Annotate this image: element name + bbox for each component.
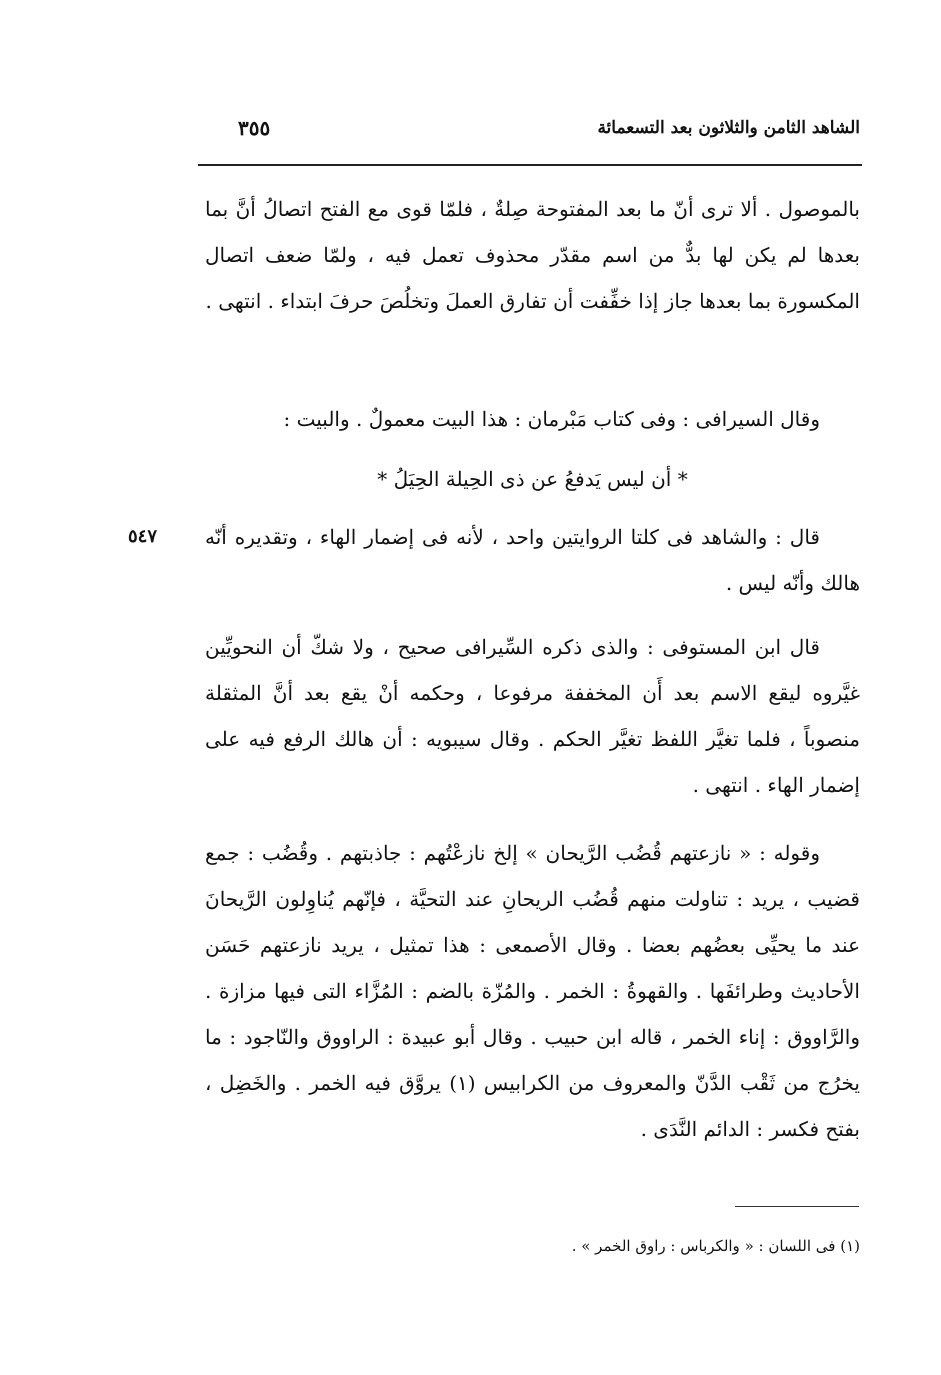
paragraph-text: وقوله : « نازعتهم قُضُب الرَّيحان » إلخ نازعْتُهم : جاذبتهم . وقُضُب : جمع قضيب ، يريد : تناولت منهم قُضُب الريحانِ عند التحيَّة ، فإنّهم يُناوِلون الرَّيحانَ عند ما يحيِّى بعضُهم بعضا . وقال الأصمعى : هذا تمثيل ، يريد نازعتهم حَسَن الأحاديث وطرائفَها . والقهوةُ : الخمر . والمُزّة بالضم : المُزَّاء التى فيها مزازة . والرَّاووق : إناء الخمر ، قاله ابن حبيب . وقال أبو عبيدة : الراووق والنّاجود : ما يخرُج من ثَقْب الدَّنّ والمعروف من الكرابيس (١) يروَّق فيه الخمر . والخَضِل ، بفتح فكسر : الدائم النَّدَى . — [205, 841, 860, 1141]
running-title: الشاهد الثامن والثلاثون بعد التسعمائة — [597, 118, 860, 138]
poetry-verse: * أن ليس يَدفعُ عن ذى الحِيلة الحِيَلُ * — [377, 467, 688, 491]
page-header — [200, 110, 860, 150]
footnote: (١) فى اللسان : « والكرباس : راوق الخمر » . — [571, 1237, 860, 1255]
paragraph-continuation — [205, 186, 860, 324]
paragraph-text: بالموصول . ألا ترى أنّ ما بعد المفتوحة صِلةٌ ، فلمّا قوى مع الفتح اتصالُ أنَّ بما بعدها لم يكن لها بدٌّ من اسم مقدّر محذوف تعمل فيه ، ولمّا ضعف اتصال المكسورة بما بعدها جاز إذا خفِّفت أن تفارق العملَ وتخلُصَ حرفَ ابتداء . انتهى . — [205, 197, 860, 313]
paragraph-ibn-mustawfi — [205, 624, 860, 808]
paragraph-sirafi — [205, 396, 860, 442]
paragraph-text: قال ابن المستوفى : والذى ذكره السِّيرافى صحيح ، ولا شكّ أن النحويِّين غيَّروه ليقع الاسم بعد أَن المخففة مرفوعا ، وحكمه أنْ يقع بعد أنَّ المثقلة منصوباً ، فلما تغيَّر اللفظ تغيَّر الحكم . وقال سيبويه : أن هالك الرفع فيه على إضمار الهاء . انتهى . — [205, 635, 860, 797]
margin-reference-number: ٥٤٧ — [128, 526, 158, 547]
paragraph-shahid — [205, 514, 860, 606]
page-number: ٣٥٥ — [238, 116, 271, 140]
paragraph-commentary — [205, 830, 860, 1152]
paragraph-text: وقال السيرافى : وفى كتاب مَبْرمان : هذا البيت معمولٌ . والبيت : — [283, 407, 820, 431]
footnote-rule — [735, 1206, 859, 1207]
paragraph-text: قال : والشاهد فى كلتا الروايتين واحد ، لأنه فى إضمار الهاء ، وتقديره أنّه هالك وأنّه ليس . — [205, 525, 860, 595]
header-rule — [198, 164, 862, 166]
